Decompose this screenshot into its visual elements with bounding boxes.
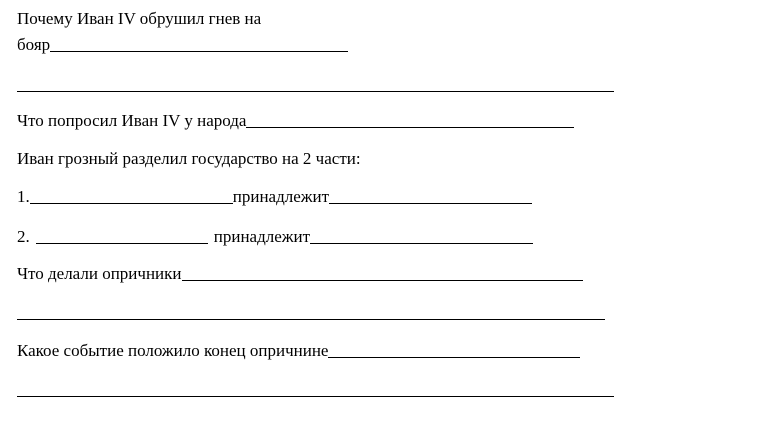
part-1-line (17, 186, 532, 208)
question-1-answer-blank[interactable] (50, 35, 348, 52)
part-2-text: принадлежит (213, 227, 311, 246)
part-2-line (17, 226, 533, 248)
question-1-answer-line[interactable] (17, 91, 614, 92)
question-4-line (17, 263, 583, 285)
question-5-text: Какое событие положило конец опричнине (17, 341, 329, 360)
part-2-owner-blank[interactable] (310, 227, 533, 244)
question-1-line-1 (17, 8, 261, 30)
part-1-number: 1. (17, 187, 30, 206)
question-5-answer-blank[interactable] (328, 341, 580, 358)
question-3-text: Иван грозный разделил государство на 2 части: (17, 149, 361, 168)
part-1-text: принадлежит (232, 187, 330, 206)
question-4-answer-blank[interactable] (182, 264, 583, 281)
question-1-continuation: бояр (17, 35, 51, 54)
question-2-line (17, 110, 574, 132)
question-2-text: Что попросил Иван IV у народа (17, 111, 247, 130)
question-2-answer-blank[interactable] (246, 111, 574, 128)
part-1-owner-blank[interactable] (329, 187, 532, 204)
question-1-text: Почему Иван IV обрушил гнев на (17, 9, 262, 28)
part-2-name-blank[interactable] (36, 227, 208, 244)
question-5-answer-line[interactable] (17, 396, 614, 397)
question-4-text: Что делали опричники (17, 264, 182, 283)
part-1-name-blank[interactable] (30, 187, 233, 204)
question-4-answer-line[interactable] (17, 319, 605, 320)
question-5-line (17, 340, 580, 362)
question-3-line (17, 148, 361, 170)
question-1-line-2 (17, 34, 348, 56)
part-2-number: 2. (17, 227, 30, 246)
